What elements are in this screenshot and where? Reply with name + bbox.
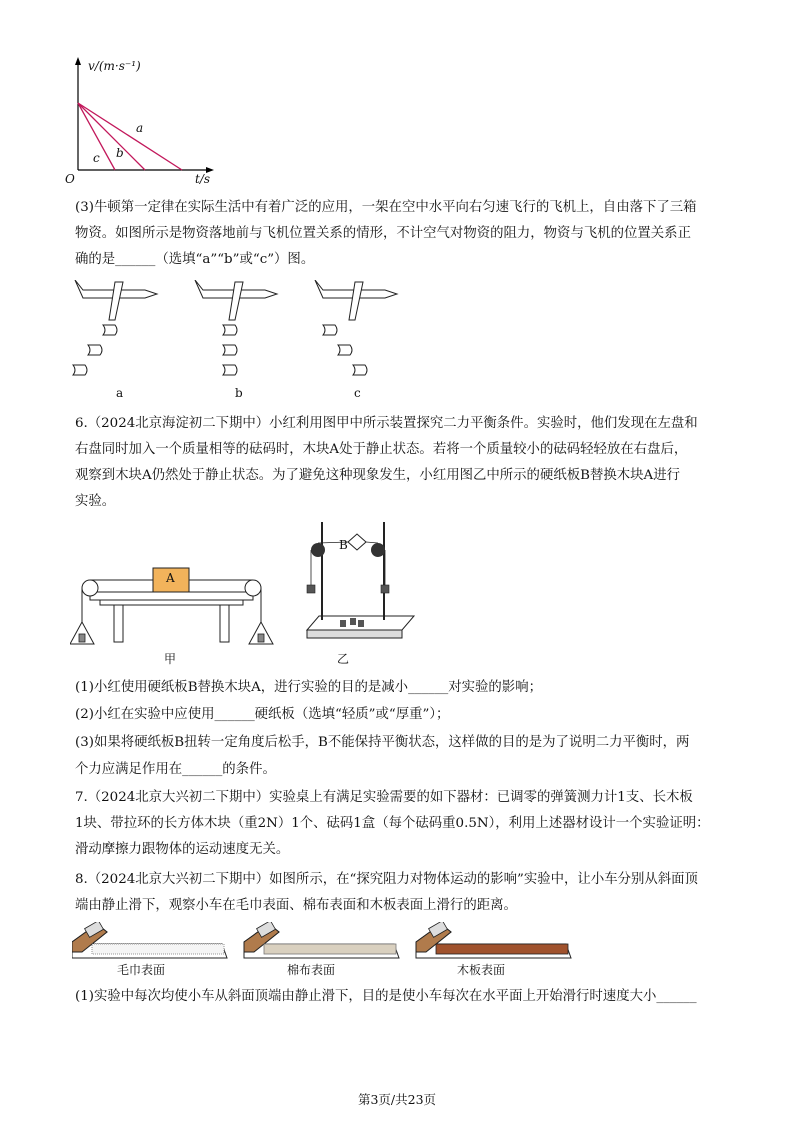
figure-jia-svg — [70, 560, 285, 648]
right-pulley — [245, 580, 261, 596]
towel-label: 毛巾表面 — [117, 963, 166, 977]
q6-sub-2: (2)小红在实验中应使用______硬纸板（选填“轻质”或“厚重”）； — [75, 707, 450, 722]
q8-line-2: 端由静止滑下，观察小车在毛巾表面、棉布表面和木板表面上滑行的距离。 — [75, 898, 517, 913]
q3-line-3: 确的是______（选填“a”“b”或“c”）图。 — [75, 252, 315, 267]
q3-line-2: 物资。如图所示是物资落地前与飞机位置关系的情形，不计空气对物资的阻力，物资与飞机的位置关系正 — [75, 226, 691, 241]
y-axis-label: v/(m·s⁻¹) — [88, 59, 141, 73]
cotton-label: 棉布表面 — [287, 963, 336, 977]
q6-sub-3-line-2: 个力应满足作用在______的条件。 — [75, 762, 276, 777]
q3-line-1: (3)牛顿第一定律在实际生活中有着广泛的应用，一架在空中水平向右匀速飞行的飞机上，自由落下了三箱 — [75, 200, 697, 215]
q7-line-3: 滑动摩擦力跟物体的运动速度无关。 — [75, 842, 290, 857]
q8-line-1: 8.（2024北京大兴初二下期中）如图所示，在“探究阻力对物体运动的影响”实验中，让小车分别从斜面顶 — [75, 872, 698, 887]
cotton-ramp — [244, 922, 399, 958]
card-b-label: B — [339, 538, 348, 552]
plane-c — [315, 280, 397, 375]
towel-ramp — [72, 922, 227, 958]
figure-jia-label: 甲 — [164, 652, 177, 666]
q6-sub-1: (1)小红使用硬纸板B替换木块A，进行实验的目的是减小______对实验的影响； — [75, 680, 542, 695]
planes-figure — [70, 280, 410, 405]
line-c-label: c — [93, 151, 100, 165]
plane-b — [195, 280, 277, 375]
q6-line-3: 观察到木块A仍然处于静止状态。为了避免这种现象发生，小红用图乙中所示的硬纸板B替换木块A进行 — [75, 468, 680, 483]
x-axis-label: t/s — [195, 172, 211, 186]
plane-a — [73, 280, 157, 375]
plane-b-label: b — [235, 386, 243, 400]
surfaces-svg — [72, 922, 572, 960]
q8-sub-1: (1)实验中每次均使小车从斜面顶端由静止滑下，目的是使小车每次在水平面上开始滑行时速度大小______ — [75, 989, 697, 1004]
y-axis-arrow — [75, 57, 81, 65]
q6-line-1: 6.（2024北京海淀初二下期中）小红利用图甲中所示装置探究二力平衡条件。实验时，他们发现在左盘和 — [75, 416, 698, 431]
plane-a-label: a — [116, 386, 124, 400]
line-a-label: a — [136, 121, 144, 135]
q7-line-1: 7.（2024北京大兴初二下期中）实验桌上有满足实验需要的如下器材：已调零的弹簧测力计1支、长木板 — [75, 790, 693, 805]
line-b-label: b — [116, 146, 124, 160]
origin-label: O — [65, 172, 75, 186]
line-b — [78, 103, 145, 170]
plane-c-label: c — [354, 386, 361, 400]
table-top — [90, 592, 253, 600]
q7-line-2: 1块、带拉环的长方体木块（重2N）1个、砝码1盒（每个砝码重0.5N），利用上述器材设计一个实验证明： — [75, 816, 710, 831]
velocity-time-graph — [60, 55, 220, 190]
surfaces-figure — [72, 922, 572, 978]
card-b — [348, 534, 366, 550]
q6-line-2: 右盘同时加入一个质量相等的砝码时，木块A处于静止状态。若将一个质量较小的砝码轻轻放在右盘后， — [75, 442, 688, 457]
figure-yi-svg — [292, 520, 422, 648]
board-ramp — [416, 922, 571, 958]
planes-svg — [70, 280, 410, 390]
left-pulley — [82, 580, 98, 596]
board-label: 木板表面 — [457, 963, 506, 977]
figure-yi-label: 乙 — [337, 652, 350, 666]
page-footer: 第3页/共23页 — [357, 1092, 437, 1107]
figure-jia — [70, 560, 285, 665]
block-a-label: A — [166, 571, 175, 585]
figure-yi — [292, 520, 422, 665]
q6-sub-3-line-1: (3)如果将硬纸板B扭转一定角度后松手，B不能保持平衡状态，这样做的目的是为了说明二力平衡时，两 — [75, 735, 690, 750]
q6-line-4: 实验。 — [75, 494, 116, 509]
